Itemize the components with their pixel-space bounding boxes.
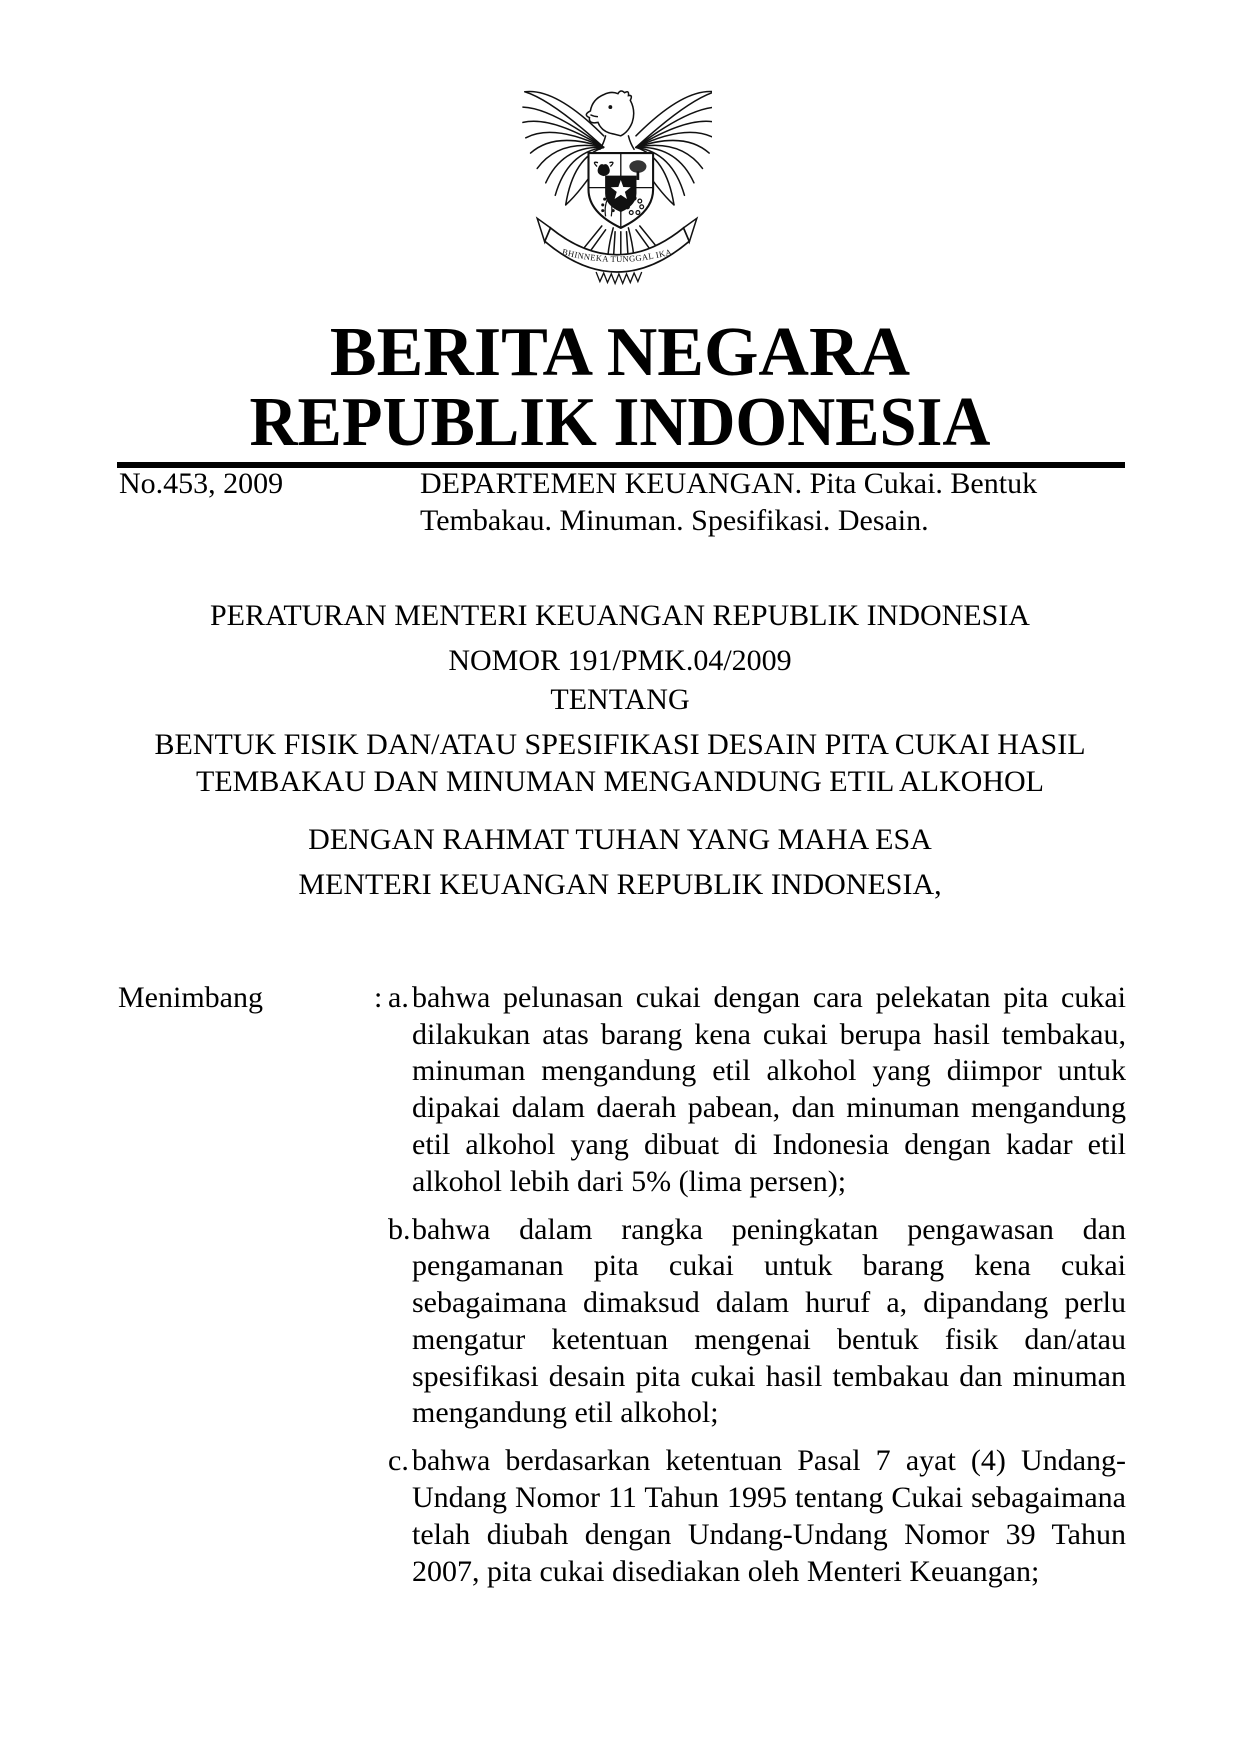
regulation-number-line: NOMOR 191/PMK.04/2009 (448, 644, 792, 677)
preamble-item-b (388, 1212, 1126, 1432)
preamble-colon: : (374, 981, 383, 1014)
item-marker: c. (388, 1444, 409, 1478)
masthead-line-2: REPUBLIK INDONESIA (249, 384, 991, 461)
masthead-line-1: BERITA NEGARA (329, 314, 911, 391)
preamble-item-a (388, 980, 1126, 1200)
invocation-line: DENGAN RAHMAT TUHAN YANG MAHA ESA (308, 823, 932, 856)
preamble-items (388, 980, 1126, 1590)
item-marker: b. (388, 1212, 411, 1246)
item-marker: a. (388, 981, 409, 1014)
gazette-subject: DEPARTEMEN KEUANGAN. Pita Cukai. Bentuk Tembakau. Minuman. Spesifikasi. Desain. (420, 467, 1038, 537)
regulation-title-line-1: PERATURAN MENTERI KEUANGAN REPUBLIK INDONESIA (210, 599, 1030, 632)
item-text: bahwa pelunasan cukai dengan cara pelekatan pita cukai dilakukan atas barang kena cukai berupa hasil tembakau, minuman mengandung etil alkohol yang diimpor untuk dipakai dalam daerah pabean, dan minuman mengandung etil alkohol yang dibuat di Indonesia dengan kadar etil alkohol lebih dari 5% (lima persen); (412, 981, 1126, 1198)
item-text: bahwa berdasarkan ketentuan Pasal 7 ayat (4) Undang-Undang Nomor 11 Tahun 1995 tentang Cukai sebagaimana telah diubah dengan Undang-Undang Nomor 39 Tahun 2007, pita cukai disediakan oleh Menteri Keuangan; (412, 1444, 1126, 1588)
masthead-title (0, 314, 1240, 461)
gazette-number: No.453, 2009 (119, 467, 284, 500)
preamble-label: Menimbang (118, 981, 263, 1014)
item-text: bahwa dalam rangka peningkatan pengawasan dan pengamanan pita cukai untuk barang kena cukai sebagaimana dimaksud dalam huruf a, dipandang perlu mengatur ketentuan mengenai bentuk fisik dan/atau spesifikasi desain pita cukai hasil tembakau dan minuman mengandung etil alkohol; (412, 1212, 1126, 1430)
regulation-title-block (114, 597, 1126, 903)
regulation-subject-line-1: BENTUK FISIK DAN/ATAU SPESIFIKASI DESAIN PITA CUKAI HASIL (154, 728, 1086, 761)
preamble-item-c (388, 1443, 1126, 1590)
regulation-tentang-line: TENTANG (550, 683, 690, 716)
emblem-motto-text: BHINNEKA TUNGGAL IKA (561, 246, 673, 264)
preamble-section (118, 980, 1125, 1590)
minister-line: MENTERI KEUANGAN REPUBLIK INDONESIA, (298, 868, 942, 901)
regulation-subject-line-2: TEMBAKAU DAN MINUMAN MENGANDUNG ETIL ALKOHOL (196, 765, 1044, 798)
garuda-pancasila-emblem (522, 86, 712, 295)
garuda-icon (522, 86, 712, 295)
